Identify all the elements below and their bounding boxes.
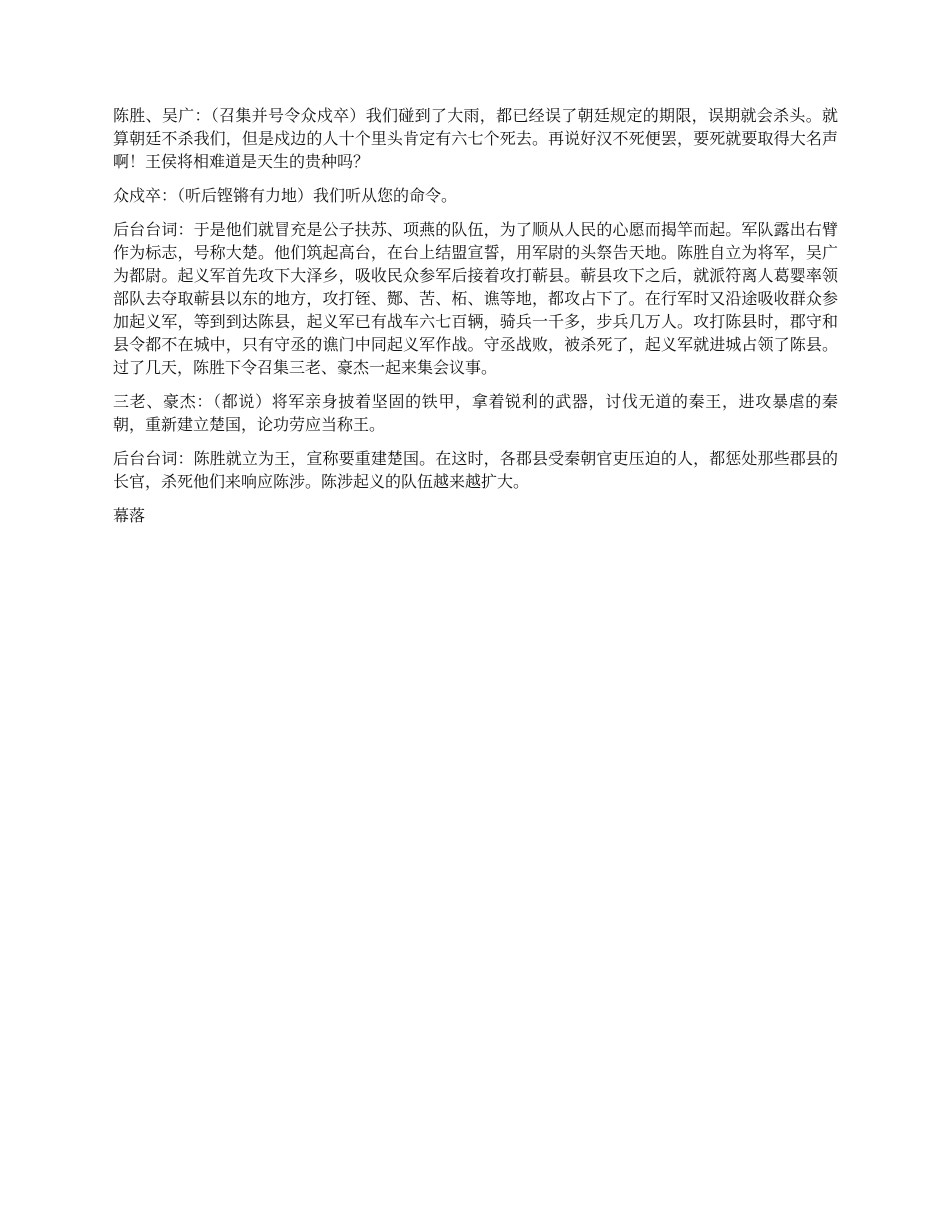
paragraph-chen-sheng-wu-guang: 陈胜、吴广：（召集并号令众戍卒）我们碰到了大雨，都已经误了朝廷规定的期限，误期就会杀头。就算朝廷不杀我们，但是戍边的人十个里头肯定有六七个死去。再说好汉不死便罢，要死就要取得大名声啊！王侯将相难道是天生的贵种吗？ [113, 106, 838, 171]
document-body [113, 104, 838, 527]
paragraph-soldiers-reply: 众戍卒：（听后铿锵有力地）我们听从您的命令。 [113, 186, 458, 205]
paragraph-elders-heroes: 三老、豪杰：（都说）将军亲身披着坚固的铁甲，拿着锐利的武器，讨伐无道的秦王，进攻暴虐的秦朝，重新建立楚国，论功劳应当称王。 [113, 392, 838, 434]
paragraph-narration-king: 后台台词：陈胜就立为王，宣称要重建楚国。在这时，各郡县受秦朝官吏压迫的人，都惩处那些郡县的长官，杀死他们来响应陈涉。陈涉起义的队伍越来越扩大。 [113, 449, 838, 491]
paragraph-narration-uprising: 后台台词：于是他们就冒充是公子扶苏、项燕的队伍，为了顺从人民的心愿而揭竿而起。军队露出右臂作为标志，号称大楚。他们筑起高台，在台上结盟宣誓，用军尉的头祭告天地。陈胜自立为将军，吴广为都尉。起义军首先攻下大泽乡，吸收民众参军后接着攻打蕲县。蕲县攻下之后，就派符离人葛婴率领部队去夺取蕲县以东的地方，攻打铚、酂、苦、柘、谯等地，都攻占下了。在行军时又沿途吸收群众参加起义军，等到到达陈县，起义军已有战车六七百辆，骑兵一千多，步兵几万人。攻打陈县时，郡守和县令都不在城中，只有守丞的谯门中同起义军作战。守丞战败，被杀死了，起义军就进城占领了陈县。过了几天，陈胜下令召集三老、豪杰一起来集会议事。 [113, 220, 838, 377]
paragraph-curtain: 幕落 [113, 506, 146, 525]
